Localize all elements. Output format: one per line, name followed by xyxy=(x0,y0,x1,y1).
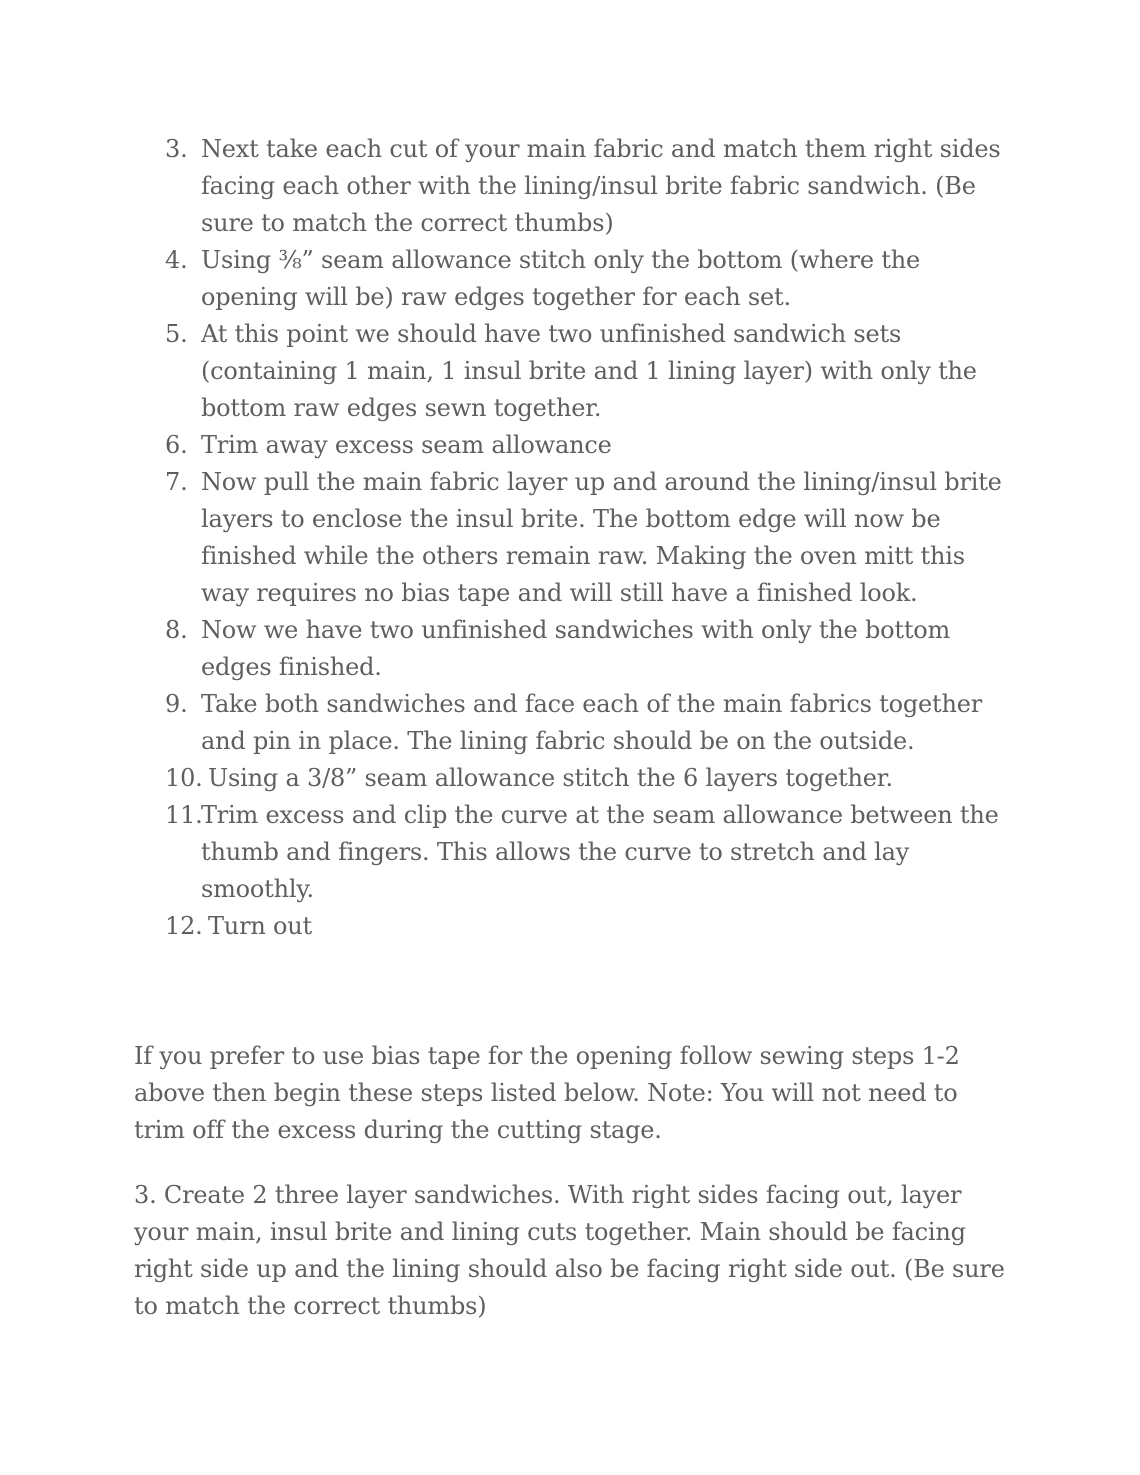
step-number: 3. xyxy=(165,135,188,163)
step-text: Now we have two unfinished sandwiches with only the bottom edges finished. xyxy=(201,616,951,681)
step-text: Take both sandwiches and face each of the main fabrics together and pin in place. The lining fabric should be on the outside. xyxy=(201,690,982,755)
step-text: Using a 3/8” seam allowance stitch the 6 layers together. xyxy=(208,764,893,792)
step-number: 10. xyxy=(165,764,203,792)
step-5 xyxy=(165,316,1010,427)
step-3 xyxy=(165,131,1010,242)
step-12 xyxy=(165,908,1010,945)
step-9 xyxy=(165,686,1010,760)
step-text: Now pull the main fabric layer up and around the lining/insul brite layers to enclose the insul brite. The bottom edge will now be finished while the others remain raw. Making the oven mitt this way requires no bias tape and will still have a finished look. xyxy=(201,468,1002,607)
step-text: Using ⅜” seam allowance stitch only the bottom (where the opening will be) raw edges together for each set. xyxy=(201,246,920,311)
step-7 xyxy=(165,464,1010,612)
bias-tape-intro-paragraph: If you prefer to use bias tape for the opening follow sewing steps 1-2 above then begin these steps listed below. Note: You will not need to trim off the excess during the cutting stage. xyxy=(134,1042,960,1144)
step-6 xyxy=(165,427,1010,464)
step-number: 4. xyxy=(165,246,188,274)
step-text: Turn out xyxy=(208,912,312,940)
step-number: 6. xyxy=(165,431,188,459)
step-text: At this point we should have two unfinished sandwich sets (containing 1 main, 1 insul brite and 1 lining layer) with only the bottom raw edges sewn together. xyxy=(201,320,977,422)
step-number: 8. xyxy=(165,616,188,644)
step-10 xyxy=(165,760,1010,797)
step-text: Next take each cut of your main fabric and match them right sides facing each other with the lining/insul brite fabric sandwich. (Be sure to match the correct thumbs) xyxy=(201,135,1001,237)
step-number: 9. xyxy=(165,690,188,718)
step-number: 5. xyxy=(165,320,188,348)
step-number: 12. xyxy=(165,912,203,940)
step-11 xyxy=(165,797,1010,908)
step-text: Trim away excess seam allowance xyxy=(201,431,612,459)
step-number: 11. xyxy=(165,801,203,829)
step-text: Trim excess and clip the curve at the seam allowance between the thumb and fingers. This allows the curve to stretch and lay smoothly. xyxy=(201,801,999,903)
sewing-steps-list xyxy=(165,131,1010,945)
step-8 xyxy=(165,612,1010,686)
step-4 xyxy=(165,242,1010,316)
alternate-step-3-paragraph: 3. Create 2 three layer sandwiches. With right sides facing out, layer your main, insul brite and lining cuts together. Main should be facing right side up and the lining should also be facing right side out. (Be sure to match the correct thumbs) xyxy=(134,1181,1005,1320)
step-number: 7. xyxy=(165,468,188,496)
